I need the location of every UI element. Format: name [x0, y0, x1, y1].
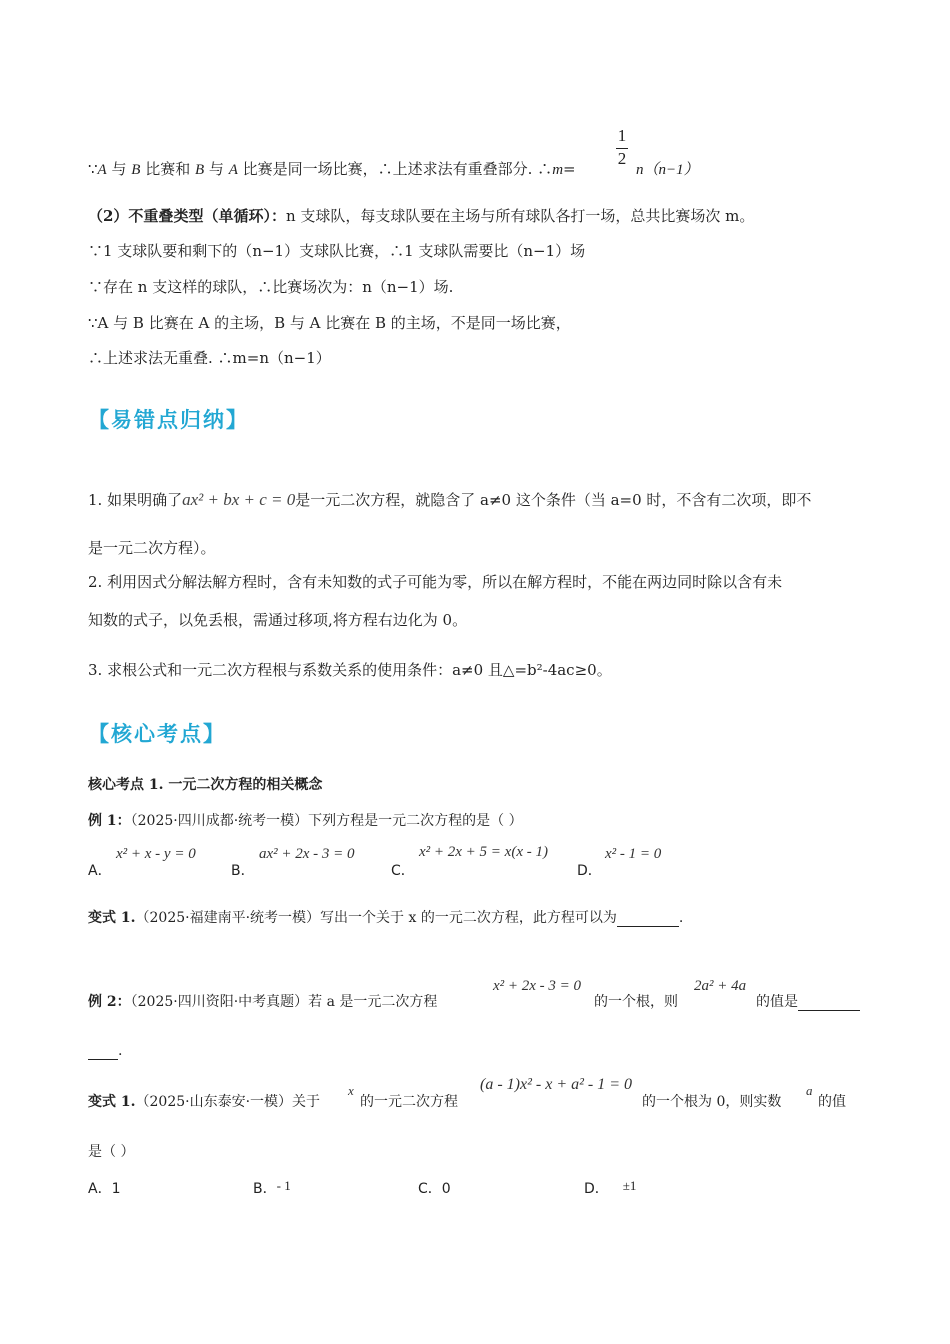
- variant-1-line: [88, 907, 683, 927]
- n-expression: n（n−1）: [636, 162, 699, 178]
- option-letter: B．: [253, 1181, 277, 1197]
- answer-blank-continued[interactable]: [88, 1043, 118, 1060]
- example-2-label: 例 2：: [88, 994, 131, 1010]
- error-1-line-1: [88, 489, 811, 510]
- variant-2-text-d: 的值: [818, 1094, 846, 1110]
- variant-2-option-c[interactable]: [418, 1178, 451, 1198]
- example-2-equation: x² + 2x - 3 = 0: [493, 978, 582, 994]
- option-letter: C．: [418, 1181, 442, 1197]
- variant-1-end: .: [678, 910, 684, 926]
- example-2-line: [88, 991, 437, 1011]
- error-3-line: 3. 求根公式和一元二次方程根与系数关系的使用条件：a≠0 且△=b²-4ac≥0。: [88, 661, 612, 679]
- option-c[interactable]: [391, 860, 415, 880]
- example-2-text-a: （2025·四川资阳·中考真题）若 a 是一元二次方程: [130, 994, 438, 1010]
- variant-2-text-e: 是（ ）: [88, 1144, 135, 1160]
- error-1-line-2: 是一元二次方程）。: [88, 539, 216, 557]
- option-a-equation: x² + x - y = 0: [116, 846, 196, 862]
- equals: =: [563, 160, 576, 178]
- example-2-end: .: [118, 1043, 123, 1059]
- error-1-equation: ax² + bx + c = 0: [182, 490, 296, 509]
- option-a[interactable]: [88, 860, 112, 880]
- example-2-text-b: 的一个根，则: [594, 994, 678, 1010]
- type2-line-5: ∴上述求法无重叠. ∴m=n（n−1）: [88, 349, 331, 367]
- error-1-prefix: 1. 如果明确了: [88, 491, 183, 509]
- variant-2-a: a: [806, 1083, 813, 1098]
- error-2-line-1: 2. 利用因式分解法解方程时，含有未知数的式子可能为零，所以在解方程时，不能在两边同时除以含有未: [88, 573, 783, 591]
- option-value: - 1: [276, 1178, 291, 1193]
- variant-2-line: [88, 1091, 320, 1111]
- section-heading-core: 【核心考点】: [88, 722, 226, 746]
- error-2-line-2: 知数的式子，以免丢根，需通过移项,将方程右边化为 0。: [88, 611, 468, 629]
- variant-2-option-b[interactable]: [253, 1178, 291, 1198]
- option-b[interactable]: [231, 860, 255, 880]
- type2-line-3: ∵存在 n 支这样的球队，∴比赛场次为：n（n−1）场.: [88, 278, 454, 296]
- answer-blank[interactable]: [798, 994, 860, 1011]
- text: 与: [106, 160, 132, 178]
- example-1-label: 例 1：: [88, 813, 131, 829]
- type2-line: [88, 205, 754, 226]
- var-b: B: [131, 162, 141, 178]
- intro-line-1-tail: [636, 158, 699, 179]
- option-letter: A．: [88, 863, 112, 879]
- option-b-equation: ax² + 2x - 3 = 0: [259, 846, 355, 862]
- option-letter: C．: [391, 863, 415, 879]
- example-1-text: （2025·四川成都·统考一模）下列方程是一元二次方程的是（ ）: [130, 813, 523, 829]
- variant-2-option-d[interactable]: [584, 1178, 636, 1198]
- intro-line-1: [88, 158, 576, 179]
- fraction-numerator: 1: [617, 126, 627, 145]
- var-a: A: [97, 162, 107, 178]
- variant-2-text-a: （2025·山东泰安·一模）关于: [135, 1094, 321, 1110]
- example-1-line: [88, 810, 523, 830]
- option-d[interactable]: [577, 860, 602, 880]
- option-value: ±1: [622, 1178, 637, 1193]
- variant-2-label: 变式 1.: [88, 1094, 136, 1110]
- option-letter: A．: [88, 1181, 112, 1197]
- option-c-equation: x² + 2x + 5 = x(x - 1): [419, 844, 548, 860]
- variant-2-option-a[interactable]: [88, 1178, 121, 1198]
- option-letter: D．: [577, 863, 602, 879]
- text: 比赛是同一场比赛，∴上述求法有重叠部分. ∴: [237, 160, 553, 178]
- variant-2-equation: (a - 1)x² - x + a² - 1 = 0: [480, 1076, 633, 1093]
- because-text: ∵: [88, 160, 98, 178]
- type2-line-2: ∵1 支球队要和剩下的（n−1）支球队比赛，∴1 支球队需要比（n−1）场: [88, 242, 586, 260]
- variant-2-x: x: [348, 1083, 354, 1098]
- variant-1-label: 变式 1.: [88, 910, 136, 926]
- text: 与: [204, 160, 229, 178]
- option-letter: D．: [584, 1181, 609, 1197]
- type2-line-4: ∵A 与 B 比赛在 A 的主场，B 与 A 比赛在 B 的主场，不是同一场比赛，: [88, 314, 571, 332]
- fraction-one-half: [616, 126, 628, 169]
- text: 比赛和: [140, 160, 195, 178]
- type2-label: （2）不重叠类型（单循环）：: [88, 207, 286, 225]
- example-2-line-2: [88, 1043, 122, 1060]
- section-heading-errors: 【易错点归纳】: [88, 408, 249, 432]
- answer-blank[interactable]: [617, 910, 679, 927]
- option-d-equation: x² - 1 = 0: [605, 846, 662, 862]
- type2-text: n 支球队，每支球队要在主场与所有球队各打一场，总共比赛场次 m。: [285, 207, 755, 225]
- option-value: 0: [441, 1181, 451, 1197]
- example-2-text-c: 的值是: [756, 994, 798, 1010]
- var-b: B: [194, 162, 205, 178]
- option-letter: B．: [231, 863, 255, 879]
- example-2-expression: 2a² + 4a: [694, 978, 747, 994]
- var-a: A: [228, 162, 238, 178]
- variant-2-text-c: 的一个根为 0，则实数: [642, 1094, 782, 1110]
- example-2-text-c-wrap: [756, 991, 860, 1011]
- core-topic-title: 核心考点 1. 一元二次方程的相关概念: [88, 777, 323, 793]
- error-1-text: 是一元二次方程，就隐含了 a≠0 这个条件（当 a=0 时，不含有二次项，即不: [295, 491, 812, 509]
- var-m: m: [552, 162, 564, 178]
- variant-2-text-b: 的一元二次方程: [360, 1094, 458, 1110]
- variant-1-text: （2025·福建南平·统考一模）写出一个关于 x 的一元二次方程，此方程可以为: [135, 910, 617, 926]
- option-value: 1: [111, 1181, 121, 1197]
- fraction-denominator: 2: [617, 149, 627, 168]
